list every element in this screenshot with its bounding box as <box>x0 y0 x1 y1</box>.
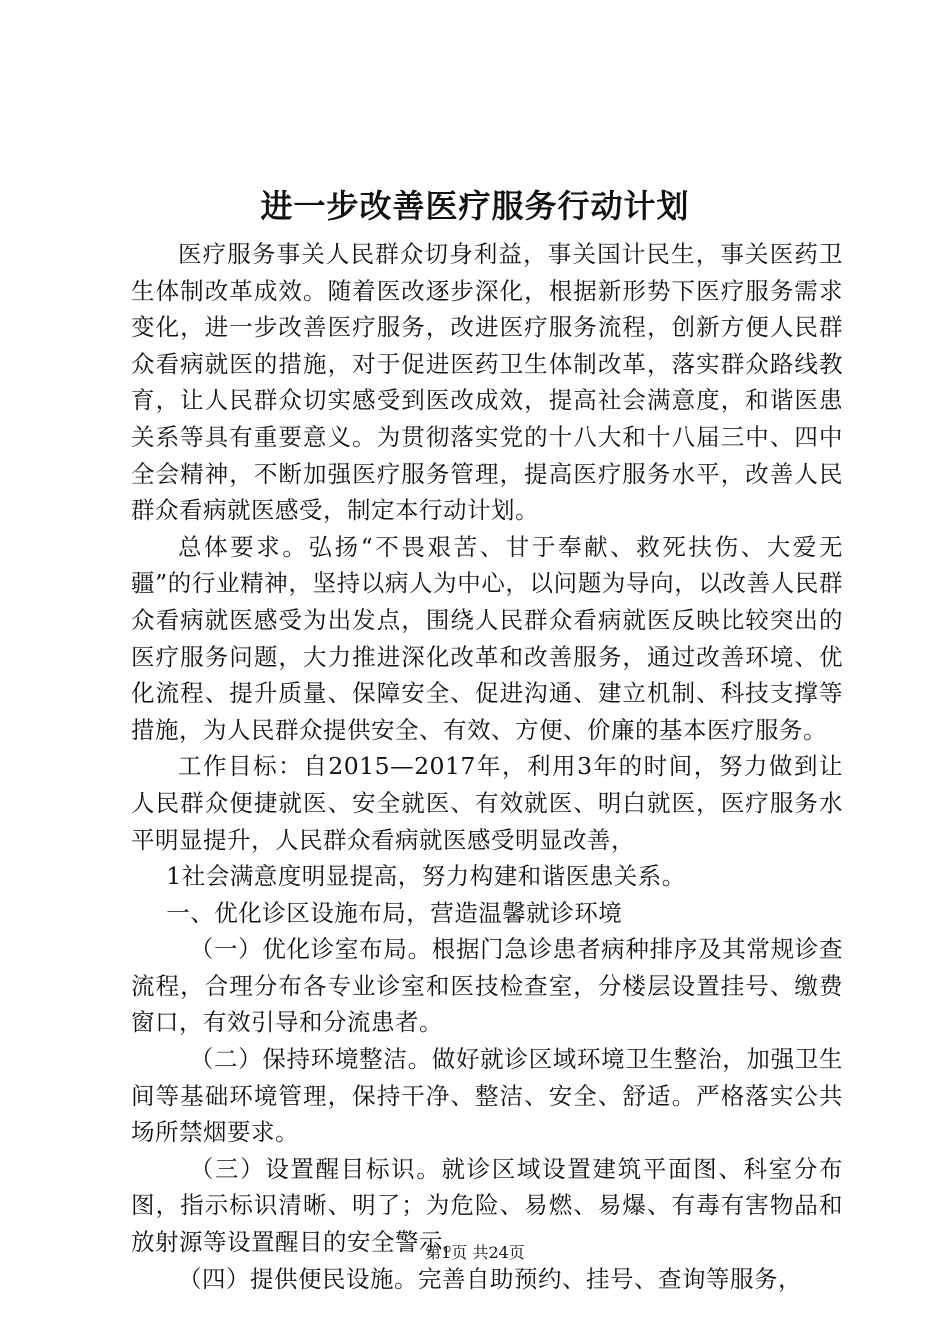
document-body <box>131 236 843 1297</box>
paragraph-overall-requirements: 总体要求。弘扬“不畏艰苦、甘于奉献、救死扶伤、大爱无疆”的行业精神，坚持以病人为中心，以问题为导向，以改善人民群众看病就医感受为出发点，围绕人民群众看病就医反映比较突出的医疗服务问题，大力推进深化改革和改善服务，通过改善环境、优化流程、提升质量、保障安全、促进沟通、建立机制、科技支撑等措施，为人民群众提供安全、有效、方便、价廉的基本医疗服务。 <box>131 532 843 744</box>
page-footer: 第1页 共24页 <box>425 1243 525 1262</box>
paragraph-item-2: （二）保持环境整洁。做好就诊区域环境卫生整治，加强卫生间等基础环境管理，保持干净、整洁、安全、舒适。严格落实公共场所禁烟要求。 <box>131 1045 843 1147</box>
paragraph-intro: 医疗服务事关人民群众切身利益，事关国计民生，事关医药卫生体制改革成效。随着医改逐步深化，根据新形势下医疗服务需求变化，进一步改善医疗服务，改进医疗服务流程，创新方便人民群众看病就医的措施，对于促进医药卫生体制改革，落实群众路线教育，让人民群众切实感受到医改成效，提高社会满意度，和谐医患关系等具有重要意义。为贯彻落实党的十八大和十八届三中、四中全会精神，不断加强医疗服务管理，提高医疗服务水平，改善人民群众看病就医感受，制定本行动计划。 <box>131 240 843 525</box>
paragraph-item-3: （三）设置醒目标识。就诊区域设置建筑平面图、科室分布图，指示标识清晰、明了；为危险、易燃、易爆、有毒有害物品和放射源等设置醒目的安全警示。 <box>131 1154 843 1257</box>
page-title: 进一步改善医疗服务行动计划 <box>260 187 690 225</box>
paragraph-satisfaction: 1社会满意度明显提高，努力构建和谐医患关系。 <box>166 862 686 891</box>
paragraph-item-1: （一）优化诊室布局。根据门急诊患者病种排序及其常规诊查流程，合理分布各专业诊室和医技检查室，分楼层设置挂号、缴费窗口，有效引导和分流患者。 <box>131 935 843 1037</box>
section-heading-1: 一、优化诊区设施布局，营造温馨就诊环境 <box>166 898 623 927</box>
paragraph-work-goals: 工作目标：自2015—2017年，利用3年的时间，努力做到让人民群众便捷就医、安全就医、有效就医、明白就医，医疗服务水平明显提升，人民群众看病就医感受明显改善， <box>131 752 843 854</box>
paragraph-item-4: （四）提供便民设施。完善自助预约、挂号、查询等服务， <box>178 1264 802 1293</box>
